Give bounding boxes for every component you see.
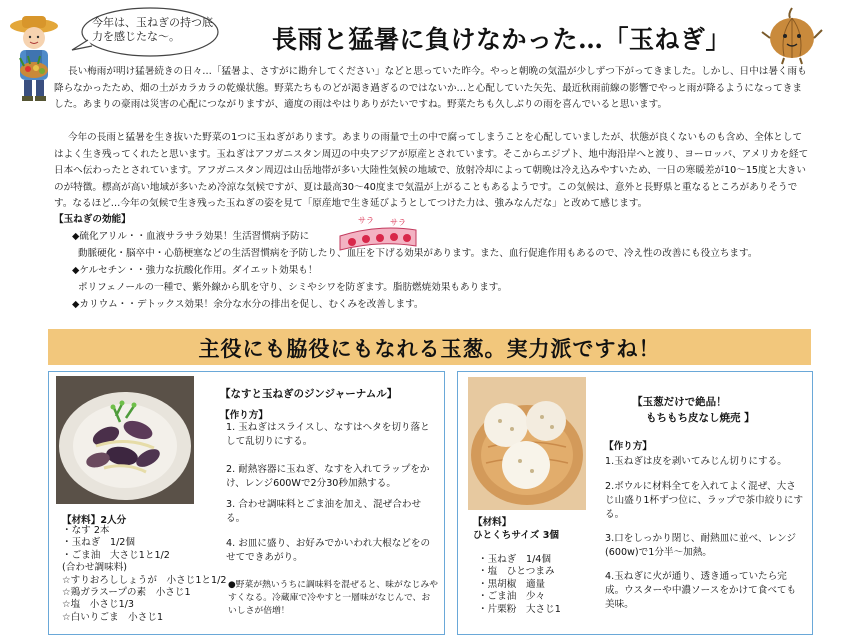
recipe2-title-line1: 【玉葱だけで絶品！: [632, 396, 727, 408]
effect-item-potassium: ◆カリウム・・デトックス効果！余分な水分の排出を促し、むくみを改善します。: [72, 299, 424, 310]
recipe2-steps-heading: 【作り方】: [604, 441, 652, 452]
recipe2-step-1: 1.玉ねぎは皮を剥いてみじん切りにする。: [605, 456, 787, 467]
recipe2-ingredients-heading: 【材料】: [473, 517, 512, 528]
effects-heading: 【玉ねぎの効能】: [54, 214, 131, 225]
recipe1-step-3: 3. 合わせ調味料とごま油を加え、混ぜ合わせる。: [226, 499, 422, 524]
onion-character-icon: [760, 4, 824, 66]
recipe1-step-1: 1. 玉ねぎはスライスし、なすはヘタを切り落として乱切りにする。: [226, 422, 430, 447]
blood-vessel-illustration: [336, 214, 420, 252]
nasu-namul-photo: [56, 376, 194, 504]
effect-detail-sulfide: 動脈硬化・脳卒中・心筋梗塞などの生活習慣病を予防したり、血圧を下げる効果があります。また、血行促進作用もあるので、冷え性の改善にも役立ちます。: [78, 248, 758, 259]
recipe1-ingredients-heading: 【材料】2人分: [62, 515, 127, 526]
recipe1-step-2: 2. 耐熱容器に玉ねぎ、なすを入れてラップをかけ、レンジ600Wで2分30秒加熱する。: [226, 464, 430, 489]
effect-item-quercetin: ◆ケルセチン・・強力な抗酸化作用。ダイエット効果も！: [72, 265, 318, 276]
recipe2-title-line2: もちもち皮なし焼売 】: [646, 412, 755, 424]
recipe1-ingredients-list: [62, 525, 226, 624]
effect-item-sulfide: ◆硫化アリル・・血液サラサラ効果！生活習慣病予防に: [72, 231, 310, 242]
section-banner-text: 主役にも脇役にもなれる玉葱。実力派ですね！: [198, 337, 661, 361]
recipe1-tip: ●野菜が熱いうちに調味料を混ぜると、味がなじみやすくなる。冷蔵庫で冷やすと一層味がなじんで、おいしさが倍増！: [228, 580, 439, 616]
ingredient-item: ・ごま油 大さじ1と1/2: [62, 549, 170, 561]
ingredient-item: ☆すりおろししょうが 小さじ1と1/2: [62, 574, 227, 586]
recipe2-step-3: 3.口をしっかり閉じ、耐熱皿に並べ、レンジ(600w)で1分半～加熱。: [605, 533, 796, 558]
farmer-illustration: [8, 12, 60, 102]
ingredient-item: (合わせ調味料): [62, 562, 128, 574]
shumai-photo: [468, 377, 586, 510]
sara-label-1: サラ: [358, 216, 374, 225]
ingredient-item: ・ごま油 少々: [478, 591, 546, 603]
ingredient-item: ・塩 ひとつまみ: [478, 566, 555, 578]
recipe2-step-4: 4.玉ねぎに火が通り、透き通っていたら完成。ウスターや中濃ソースをかけて食べても美味。: [605, 571, 797, 610]
ingredient-item: ・なす 2本: [62, 525, 110, 536]
intro-paragraph-2: 今年の長雨と猛暑を生き抜いた野菜の1つに玉ねぎがあります。あまりの雨量で土の中で腐ってしまうことを心配していましたが、状態が良くないものも含め、全体としてはよく生き残ってくれたと思います。玉ねぎはアフガニスタン周辺の中央アジアが原産とされています。そこからエジプト、地中海沿岸へと渡り、ヨーロッパ、アメリカを経て日本へ伝わったとされています。アフガニスタン周辺は山岳地帯が多い大陸性気候の地域で、放射冷却によって朝晩は冷え込みやすいため、一日の寒暖差が10～15度と大きいのが特徴。標高が高い地域が多いため冷涼な気候ですが、夏は最高30～40度まで気温が上がることもあるようです。この気候は、意外と長野県と重なるところがありそうです。なるほど…今年の気候で生き残った玉ねぎの姿を見て「原産地で生き延びようとしてつけた力は、強みなんだな」と改めて感じます。: [54, 132, 809, 210]
intro-paragraph-1: 長い梅雨が明け猛暑続きの日々…「猛暑よ、さすがに勘弁してください」などと思っていた昨今。やっと朝晩の気温が少しずつ下がってきました。しかし、日中は暑く雨も降らなかったため、畑の土がカラカラの乾燥状態。野菜たちものどが渇き過ぎるのではないか…と心配していた矢先、最近秋雨前線の影響でやっと雨が降るようになってきました。あまりの豪雨は災害の心配につながりますが、適度の雨はやはりありがたいですね。野菜たちも久しぶりの雨を喜んでいると思います。: [54, 66, 807, 111]
effect-detail-quercetin: ポリフェノールの一種で、紫外線から肌を守り、シミやシワを防ぎます。脂肪燃焼効果もあります。: [78, 282, 508, 293]
sara-label-2: サラ: [390, 218, 406, 227]
recipe1-title: 【なすと玉ねぎのジンジャーナムル】: [220, 388, 398, 400]
ingredient-item: ・片栗粉 大さじ1: [478, 603, 561, 615]
recipe2-title: [604, 394, 755, 426]
ingredient-item: ・黒胡椒 適量: [478, 578, 546, 590]
recipe2-step-2: 2.ボウルに材料全てを入れてよく混ぜ、大さじ山盛り1杯ずつ位に、ラップで茶巾絞りにする。: [605, 481, 804, 520]
recipe2-ingredients-list: [478, 554, 561, 616]
ingredient-item: ☆白いりごま 小さじ1: [62, 611, 164, 623]
ingredient-item: ☆鶏ガラスープの素 小さじ1: [62, 587, 191, 599]
ingredient-item: ・玉ねぎ 1/2個: [62, 537, 136, 549]
recipe1-step-4: 4. お皿に盛り、お好みでかいわれ大根などをのせてできあがり。: [226, 538, 431, 563]
speech-bubble-text: 今年は、玉ねぎの持つ底力を感じたな～。: [92, 16, 213, 43]
recipe2-ingredients-serving: ひとくちサイズ 3個: [473, 530, 559, 541]
recipe1-steps-heading: 【作り方】: [220, 410, 268, 421]
page-title: 長雨と猛暑に負けなかった…「玉ねぎ」: [272, 25, 732, 54]
ingredient-item: ・玉ねぎ 1/4個: [478, 554, 552, 565]
ingredient-item: ☆塩 小さじ1/3: [62, 599, 135, 611]
